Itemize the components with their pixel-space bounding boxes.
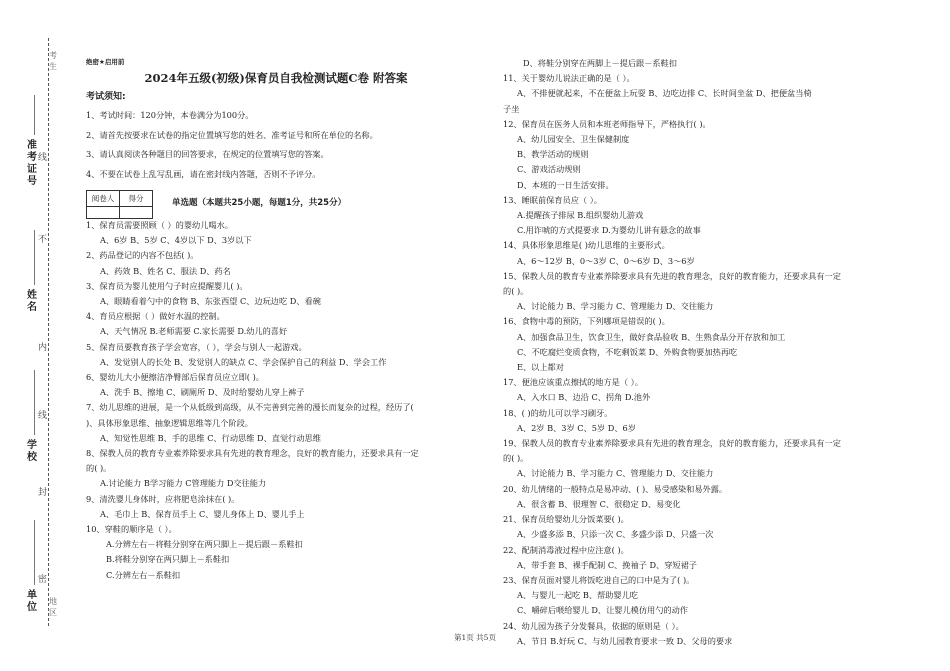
question-text: 13、睡眠前保育员应（ ）。	[503, 194, 602, 205]
notice-item: 4、不要在试卷上乱写乱画，请在密封线内答题，否则不予评分。	[86, 168, 321, 179]
seal-mark: 线	[38, 411, 48, 421]
margin-label-name: 姓名	[27, 290, 37, 313]
answer-options: A、洗手 B、擦地 C、刷厕所 D、及时给婴幼儿穿上裤子	[100, 387, 305, 398]
answer-options: A、少盛多添 B、只添一次 C、多盛少添 D、只盛一次	[517, 529, 714, 540]
question-text: 3、保育员为婴儿使用勺子时应提醒婴儿( )。	[86, 280, 248, 291]
question-list-right	[503, 56, 923, 649]
seal-mark: 线	[38, 153, 48, 163]
right-column	[503, 56, 923, 649]
answer-options: D、本班的一日生活安排。	[517, 179, 614, 190]
question-text: 10、穿鞋的顺序是（ ）。	[86, 524, 177, 535]
answer-options: A、与婴儿一起吃 B、帮助婴儿吃	[517, 590, 638, 601]
margin-label-exam-number: 准考证号	[27, 140, 37, 187]
question-text: 15、保教人员的教育专业素养除要求具有先进的教育理念，良好的教育能力，还要求具有一定	[503, 270, 841, 281]
answer-options: A、6岁 B、5岁 C、4岁以下 D、3岁以下	[100, 235, 252, 246]
score-table-score: 得分	[120, 191, 153, 207]
answer-options: C、嚼碎后喂给婴儿 D、让婴儿模仿用勺的动作	[517, 605, 688, 616]
answer-options: C.分辨左右－系鞋扣	[106, 569, 181, 580]
score-table	[86, 190, 153, 219]
answer-options: A、带手套 B、裸手配制 C、挽袖子 D、穿短裙子	[517, 559, 697, 570]
question-text: 7、幼儿思维的进展，是一个从低级到高级，从不完善到完善的漫长而复杂的过程，经历了(	[86, 402, 414, 413]
answer-options: A、眼睛看着勺中的食物 B、东张西望 C、边玩边吃 D、看碗	[100, 296, 321, 307]
question-text: 2、药品登记的内容不包括( )。	[86, 250, 199, 261]
score-cell[interactable]	[87, 207, 120, 219]
seal-mark: 内	[38, 343, 48, 353]
fill-line	[34, 230, 35, 285]
question-text: 12、保育员在医务人员和本班老师指导下，严格执行( )。	[503, 118, 711, 129]
question-text: 8、保教人员的教育专业素养除要求具有先进的教育理念，良好的教育能力，还要求具有一定	[86, 448, 419, 459]
answer-options: A、2岁 B、3岁 C、5岁 D、6岁	[517, 422, 636, 433]
question-text: 6、婴幼儿大小便擦洁净臀部后保育员应立即( )。	[86, 372, 264, 383]
score-cell[interactable]	[120, 207, 153, 219]
seal-mark: 不	[38, 235, 48, 245]
question-text: 5、保育员要教育孩子学会宽容，（ ），学会与别人一起游戏。	[86, 341, 307, 352]
seal-mark: 封	[38, 488, 48, 498]
question-text: 21、保育员给婴幼儿分饭菜要( )。	[503, 514, 629, 525]
notice-item: 3、请认真阅读各种题目的回答要求，在规定的位置填写您的答案。	[86, 149, 329, 159]
question-text: 16、食物中毒的预防，下列哪项是错误的( )。	[503, 316, 670, 327]
fill-line	[34, 95, 35, 135]
question-text: 24、幼儿园为孩子分发餐具，依据的原则是（ ）。	[503, 620, 684, 631]
exam-title: 2024年五级(初级)保育员自我检测试题C卷 附答案	[144, 71, 408, 85]
left-column	[86, 56, 496, 583]
answer-options: A、毛巾上 B、保育员手上 C、婴儿身体上 D、婴儿手上	[100, 508, 305, 519]
answer-options: A、讨论能力 B、学习能力 C、管理能力 D、交往能力	[517, 301, 714, 312]
question-text: 14、具体形象思维是( )幼儿思维的主要形式。	[503, 240, 670, 251]
answer-options: A.讨论能力 B学习能力 C管理能力 D交往能力	[100, 478, 267, 489]
question-text: 22、配制消毒液过程中应注意( )。	[503, 544, 629, 555]
question-text: 的( )。	[503, 453, 529, 464]
question-text: 1、保育员需要照顾（ ）的婴幼儿喝水。	[86, 220, 233, 230]
margin-top-label: 考生	[49, 51, 57, 71]
question-text: 4、育员应根据（ ）做好水温的控制。	[86, 311, 225, 322]
answer-options: A、讨论能力 B、学习能力 C、管理能力 D、交往能力	[517, 468, 714, 479]
question-text: 20、幼儿情绪的一般特点是易冲动、( )、易受感染和易外露。	[503, 483, 728, 494]
question-text: 11、关于婴幼儿说法正确的是（ ）。	[503, 73, 635, 84]
answer-options: A、入水口 B、边沿 C、拐角 D.池外	[517, 392, 651, 403]
answer-options: A、发觉别人的长处 B、发觉别人的缺点 C、学会保护自己的利益 D、学会工作	[100, 356, 387, 367]
fill-line	[34, 520, 35, 585]
question-text: 17、便池应该重点擦拭的地方是（ ）。	[503, 377, 643, 388]
margin-label-unit: 单位	[27, 590, 37, 613]
question-text: 子坐	[503, 103, 520, 114]
page-footer: 第1页 共5页	[454, 633, 496, 642]
answer-options: A、6～12岁 B、0～3岁 C、0～6岁 D、3～6岁	[517, 255, 695, 266]
answer-options: C、游戏活动规则	[517, 164, 581, 175]
secret-label: 绝密★启用前	[86, 58, 125, 66]
answer-options: B.将鞋分别穿在两只脚上－系鞋扣	[106, 554, 230, 565]
notice-item: 2、请首先按要求在试卷的指定位置填写您的姓名、准考证号和所在单位的名称。	[86, 129, 378, 140]
answer-options: B、教学活动的规则	[517, 149, 589, 160]
question-text: )、具体形象思维、抽象逻辑思维等几个阶段。	[86, 417, 253, 428]
score-table-grader: 阅卷人	[87, 191, 120, 207]
answer-options: A、天气情况 B.老师需要 C.家长需要 D.幼儿的喜好	[100, 326, 288, 337]
answer-options: A、知觉性思维 B、手的思维 C、行动思维 D、直觉行动思维	[100, 432, 321, 443]
answer-options: A、幼儿园安全、卫生保健制度	[517, 134, 630, 145]
question-text: 18、( )的幼儿可以学习刷牙。	[503, 407, 613, 418]
question-text: 9、清洗婴儿身体时，应将肥皂涂抹在( )。	[86, 493, 240, 504]
answer-options: A.分辨左右－将鞋分别穿在两只脚上－提后跟－系鞋扣	[106, 539, 303, 550]
section-title: 单选题（本题共25小题，每题1分，共25分）	[172, 198, 347, 208]
answer-options: D、将鞋分别穿在两脚上－提后跟－系鞋扣	[523, 58, 677, 68]
answer-options: E、以上都对	[517, 362, 564, 373]
answer-options: A、不排便就起来，不在便盆上玩耍 B、边吃边排 C、长时间坐盆 D、把便盆当椅	[517, 88, 812, 99]
answer-options: A、节日 B.好玩 C、与幼儿园教育要求一致 D、父母的要求	[517, 635, 733, 646]
answer-options: A、药效 B、姓名 C、服法 D、药名	[100, 265, 231, 276]
score-section	[86, 184, 496, 218]
question-text: 的( )。	[503, 286, 529, 297]
notice-heading: 考试须知:	[86, 92, 126, 102]
answer-options: A、加强食品卫生，饮食卫生，做好食品验收 B、生熟食品分开存放和加工	[517, 331, 786, 342]
answer-options: A、很含蓄 B、很理智 C、很稳定 D、易变化	[517, 498, 681, 509]
binding-dashed-line	[48, 38, 49, 626]
question-text: 23、保育员面对婴儿将饭吃进自己的口中是为了( )。	[503, 574, 695, 585]
answer-options: C.用诈唬的方式提要求 D.为婴幼儿讲有悬念的故事	[517, 225, 701, 236]
answer-options: A.提醒孩子排尿 B.组织婴幼儿游戏	[517, 210, 644, 221]
question-list-left	[86, 218, 496, 583]
margin-bottom-label: 地区	[49, 597, 57, 617]
notice-item: 1、考试时间：120分钟，本卷满分为100分。	[86, 110, 254, 120]
seal-mark: 密	[38, 575, 48, 585]
fill-line	[34, 370, 35, 435]
question-text: 19、保教人员的教育专业素养除要求具有先进的教育理念，良好的教育能力，还要求具有一定	[503, 438, 841, 449]
margin-label-school: 学校	[27, 440, 37, 463]
question-text: 的( )。	[86, 463, 112, 474]
answer-options: C、不吃腐烂变质食物，不吃剩饭菜 D、外购食物要加热再吃	[517, 346, 738, 357]
